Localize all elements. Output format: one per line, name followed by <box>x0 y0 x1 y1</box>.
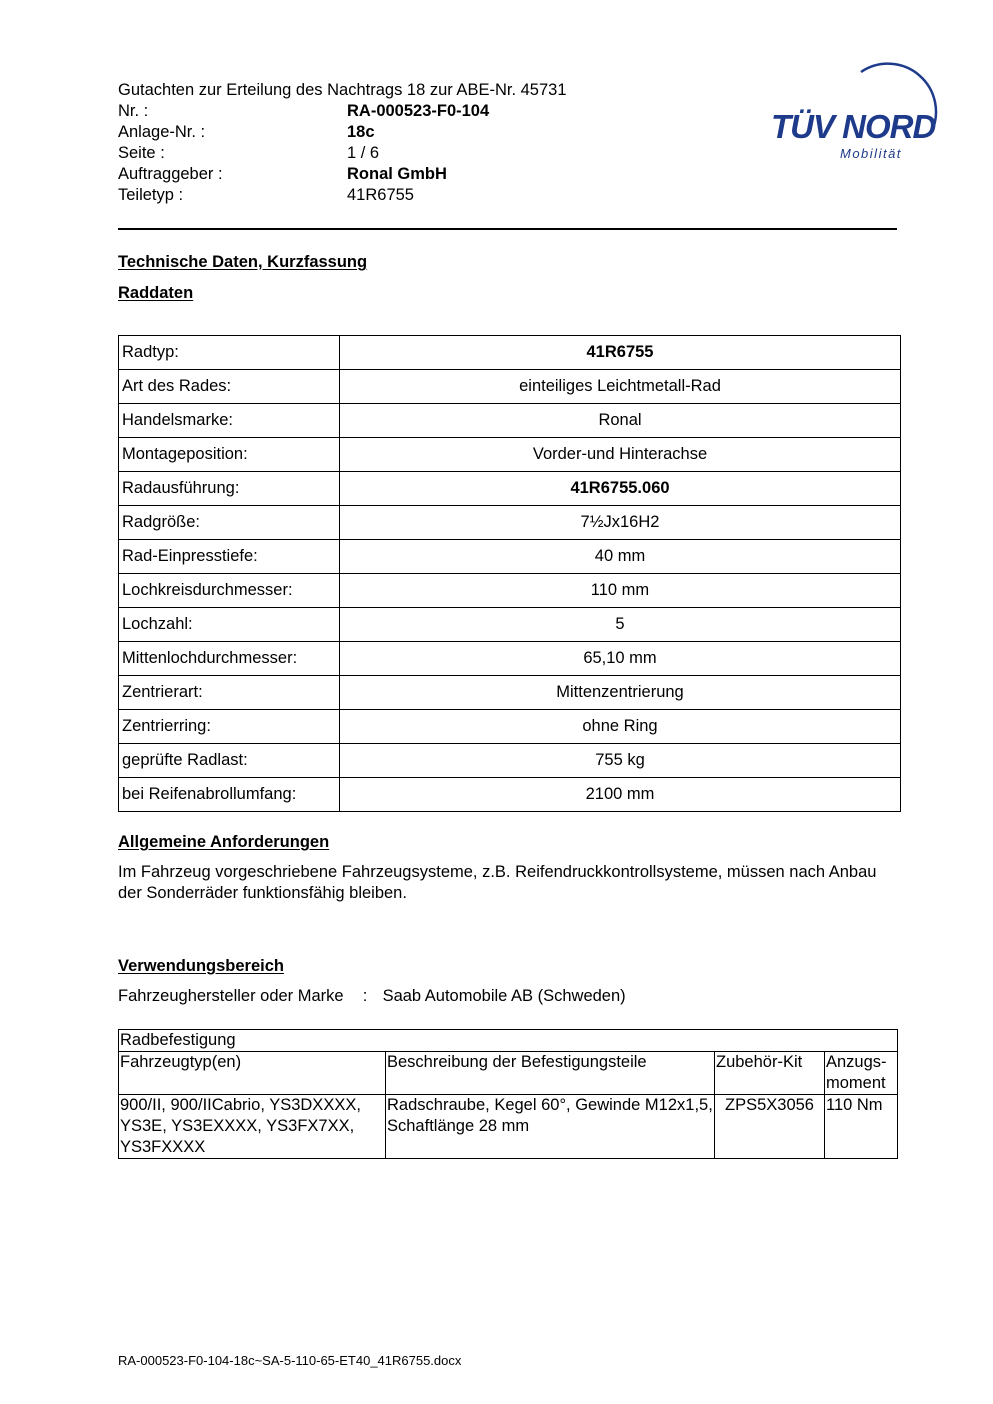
table-caption-row <box>119 1030 898 1052</box>
section-heading-tech: Technische Daten, Kurzfassung <box>118 253 368 271</box>
spec-label: Lochzahl: <box>119 608 340 642</box>
allgemein-paragraph: Im Fahrzeug vorgeschriebene Fahrzeugsysteme, z.B. Reifendruckkontrollsysteme, müssen nach Anbau der Sonderräder funktionsfähig bleiben. <box>118 863 877 902</box>
manufacturer-label: Fahrzeughersteller oder Marke <box>118 987 344 1005</box>
spec-label: Montageposition: <box>119 438 340 472</box>
table-row <box>119 1095 898 1159</box>
spec-value: 7½Jx16H2 <box>340 506 901 540</box>
column-header: Anzugs-moment <box>825 1052 898 1095</box>
header-label: Seite : <box>118 144 165 162</box>
table-header-row <box>119 1052 898 1095</box>
table-row <box>119 778 901 812</box>
manufacturer-value: Saab Automobile AB (Schweden) <box>382 987 626 1005</box>
table-cell: 110 Nm <box>825 1095 898 1159</box>
header-value: RA-000523-F0-104 <box>347 102 490 120</box>
spec-label: bei Reifenabrollumfang: <box>119 778 340 812</box>
spec-value: ohne Ring <box>340 710 901 744</box>
report-title: Gutachten zur Erteilung des Nachtrags 18 zur ABE-Nr. 45731 <box>118 81 567 99</box>
spec-label: Radausführung: <box>119 472 340 506</box>
spec-value: 40 mm <box>340 540 901 574</box>
header-label: Auftraggeber : <box>118 165 223 183</box>
section-heading-raddaten: Raddaten <box>118 284 194 302</box>
spec-value: 2100 mm <box>340 778 901 812</box>
manufacturer-separator: : <box>362 987 368 1005</box>
column-header: Beschreibung der Befestigungsteile <box>386 1052 715 1095</box>
table-row <box>119 676 901 710</box>
logo-brand-text: TÜV NORD <box>771 108 936 145</box>
spec-label: Handelsmarke: <box>119 404 340 438</box>
table-row <box>119 710 901 744</box>
wheel-fixing-table <box>118 1029 898 1159</box>
logo-subtitle: Mobilität <box>840 146 902 161</box>
spec-label: Radtyp: <box>119 336 340 370</box>
spec-value: Mittenzentrierung <box>340 676 901 710</box>
table-row <box>119 370 901 404</box>
table-row <box>119 608 901 642</box>
manufacturer-line <box>118 987 626 1006</box>
section-heading-verwendung: Verwendungsbereich <box>118 957 284 975</box>
table-row <box>119 438 901 472</box>
table-cell: 900/II, 900/IICabrio, YS3DXXXX, YS3E, YS3EXXXX, YS3FX7XX, YS3FXXXX <box>119 1095 386 1159</box>
table-cell: Radschraube, Kegel 60°, Gewinde M12x1,5, Schaftlänge 28 mm <box>386 1095 715 1159</box>
table-row <box>119 472 901 506</box>
spec-label: Rad-Einpresstiefe: <box>119 540 340 574</box>
spec-value: 41R6755.060 <box>340 472 901 506</box>
spec-label: Art des Rades: <box>119 370 340 404</box>
spec-label: Zentrierring: <box>119 710 340 744</box>
table-row <box>119 574 901 608</box>
spec-value: 65,10 mm <box>340 642 901 676</box>
spec-value: Vorder-und Hinterachse <box>340 438 901 472</box>
section-heading-allgemein: Allgemeine Anforderungen <box>118 833 330 851</box>
spec-value: 41R6755 <box>340 336 901 370</box>
table-cell: ZPS5X3056 <box>715 1095 825 1159</box>
header-label: Teiletyp : <box>118 186 184 204</box>
spec-value: Ronal <box>340 404 901 438</box>
header-value: 18c <box>347 123 375 141</box>
header-label: Anlage-Nr. : <box>118 123 206 141</box>
table-row <box>119 540 901 574</box>
table-row <box>119 404 901 438</box>
spec-label: Radgröße: <box>119 506 340 540</box>
spec-value: 755 kg <box>340 744 901 778</box>
header-label: Nr. : <box>118 102 149 120</box>
header-divider <box>118 228 897 230</box>
column-header: Zubehör-Kit <box>715 1052 825 1095</box>
column-header: Fahrzeugtyp(en) <box>119 1052 386 1095</box>
tuv-nord-logo <box>765 58 945 168</box>
table-row <box>119 506 901 540</box>
spec-value: 5 <box>340 608 901 642</box>
logo-graphic <box>765 58 945 168</box>
spec-label: Mittenlochdurchmesser: <box>119 642 340 676</box>
table-row <box>119 744 901 778</box>
header-value: Ronal GmbH <box>347 165 447 183</box>
spec-label: geprüfte Radlast: <box>119 744 340 778</box>
footer-filename: RA-000523-F0-104-18c~SA-5-110-65-ET40_41R6755.docx <box>118 1353 462 1368</box>
header-value: 41R6755 <box>347 186 414 204</box>
table-caption: Radbefestigung <box>119 1030 898 1052</box>
header-value: 1 / 6 <box>347 144 380 162</box>
spec-label: Lochkreisdurchmesser: <box>119 574 340 608</box>
spec-value: einteiliges Leichtmetall-Rad <box>340 370 901 404</box>
wheel-data-table <box>118 335 901 812</box>
spec-value: 110 mm <box>340 574 901 608</box>
spec-label: Zentrierart: <box>119 676 340 710</box>
table-row <box>119 642 901 676</box>
table-row <box>119 336 901 370</box>
